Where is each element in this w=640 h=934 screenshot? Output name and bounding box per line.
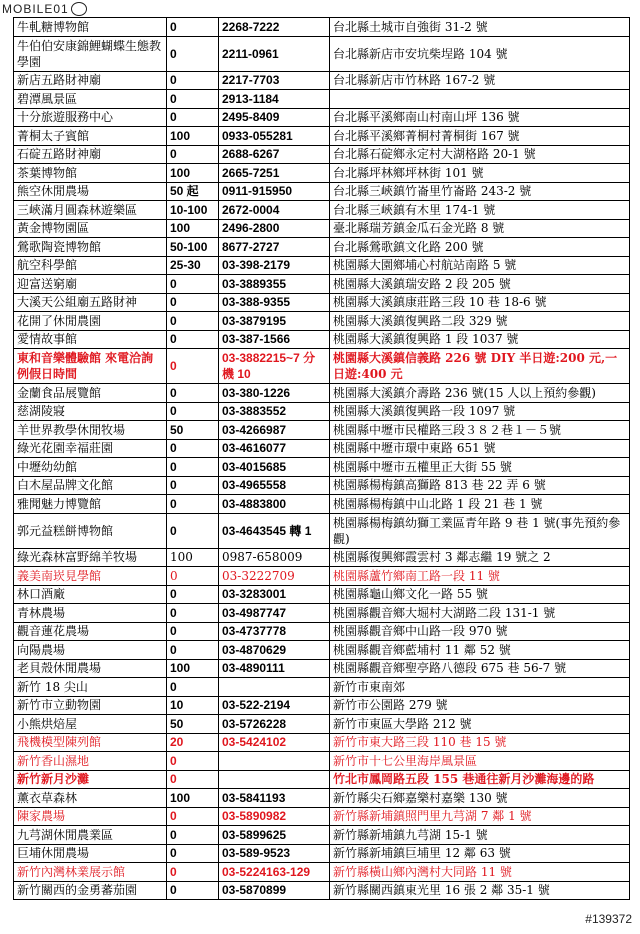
address-cell: 新竹市公園路 279 號 — [330, 696, 630, 715]
attraction-name-cell: 三峽滿月圓森林遊樂區 — [14, 201, 167, 220]
attraction-name-cell: 慈湖陵寢 — [14, 402, 167, 421]
fee-cell: 0 — [167, 476, 219, 495]
table-row — [14, 402, 630, 421]
phone-cell: 2496-2800 — [219, 219, 330, 238]
table-row — [14, 476, 630, 495]
fee-cell: 25-30 — [167, 256, 219, 275]
table-row — [14, 659, 630, 678]
address-cell: 桃園縣復興鄉霞雲村 3 鄰志繼 19 號之 2 — [330, 548, 630, 567]
address-cell — [330, 90, 630, 109]
phone-cell: 03-387-1566 — [219, 330, 330, 349]
table-row — [14, 548, 630, 567]
attraction-name-cell: 東和音樂體驗館 來電洽詢例假日時間 — [14, 349, 167, 384]
phone-cell: 03-5890982 — [219, 807, 330, 826]
phone-cell — [219, 752, 330, 771]
table-row — [14, 256, 630, 275]
address-cell: 桃園縣大園鄉埔心村航站南路 5 號 — [330, 256, 630, 275]
table-row — [14, 275, 630, 294]
attraction-name-cell: 老貝殼休閒農場 — [14, 659, 167, 678]
fee-cell: 0 — [167, 108, 219, 127]
address-cell: 台北縣鶯歌鎮文化路 200 號 — [330, 238, 630, 257]
address-cell: 台北縣新店市安坑柴埕路 104 號 — [330, 36, 630, 71]
phone-cell: 03-4965558 — [219, 476, 330, 495]
phone-cell: 0987-658009 — [219, 548, 330, 567]
attraction-name-cell: 金蘭食品展覽館 — [14, 384, 167, 403]
fee-cell: 0 — [167, 844, 219, 863]
address-cell: 桃園縣楊梅鎮幼獅工業區青年路 9 巷 1 號(事先預約參觀) — [330, 513, 630, 548]
address-cell: 桃園縣中壢市五權里正大街 55 號 — [330, 458, 630, 477]
table-row — [14, 219, 630, 238]
phone-cell: 03-4883800 — [219, 495, 330, 514]
phone-cell: 03-5726228 — [219, 715, 330, 734]
fee-cell: 0 — [167, 275, 219, 294]
attraction-name-cell: 鶯歌陶瓷博物館 — [14, 238, 167, 257]
attraction-name-cell: 新竹關西的金勇蕃茄園 — [14, 881, 167, 900]
table-row — [14, 881, 630, 900]
fee-cell: 0 — [167, 604, 219, 623]
address-cell: 桃園縣楊梅鎮高獅路 813 巷 22 弄 6 號 — [330, 476, 630, 495]
phone-cell: 2913-1184 — [219, 90, 330, 109]
phone-cell: 03-589-9523 — [219, 844, 330, 863]
attraction-name-cell: 林口酒廠 — [14, 585, 167, 604]
address-cell: 台北縣新店市竹林路 167-2 號 — [330, 71, 630, 90]
address-cell: 竹北市鳳岡路五段 155 巷通往新月沙灘海邊的路 — [330, 770, 630, 789]
fee-cell: 0 — [167, 495, 219, 514]
address-cell: 新竹縣尖石鄉嘉樂村嘉樂 130 號 — [330, 789, 630, 808]
address-cell: 桃園縣大溪鎮復興路 1 段 1037 號 — [330, 330, 630, 349]
fee-cell: 100 — [167, 219, 219, 238]
fee-cell: 0 — [167, 752, 219, 771]
attraction-name-cell: 茶葉博物館 — [14, 164, 167, 183]
attraction-name-cell: 黃金博物園區 — [14, 219, 167, 238]
table-row — [14, 585, 630, 604]
phone-cell: 2217-7703 — [219, 71, 330, 90]
fee-cell: 0 — [167, 293, 219, 312]
address-cell: 桃園縣中壢市環中東路 651 號 — [330, 439, 630, 458]
table-row — [14, 770, 630, 789]
attraction-name-cell: 青林農場 — [14, 604, 167, 623]
attraction-name-cell: 十分旅遊服務中心 — [14, 108, 167, 127]
attraction-name-cell: 綠光森林富野綿羊牧場 — [14, 548, 167, 567]
address-cell: 桃園縣楊梅鎮中山北路 1 段 21 巷 1 號 — [330, 495, 630, 514]
attraction-name-cell: 中壢幼幼館 — [14, 458, 167, 477]
phone-cell: 2672-0004 — [219, 201, 330, 220]
phone-cell: 2268-7222 — [219, 18, 330, 37]
fee-cell: 50 — [167, 421, 219, 440]
table-row — [14, 789, 630, 808]
fee-cell: 0 — [167, 458, 219, 477]
fee-cell: 100 — [167, 127, 219, 146]
phone-cell: 03-5424102 — [219, 733, 330, 752]
fee-cell: 20 — [167, 733, 219, 752]
fee-cell: 100 — [167, 164, 219, 183]
phone-cell: 2211-0961 — [219, 36, 330, 71]
phone-cell: 03-4266987 — [219, 421, 330, 440]
address-cell: 新竹縣新埔鎮巨埔里 12 鄰 63 號 — [330, 844, 630, 863]
attraction-name-cell: 新竹 18 尖山 — [14, 678, 167, 697]
attraction-name-cell: 觀音蓮花農場 — [14, 622, 167, 641]
attraction-name-cell: 新竹香山濕地 — [14, 752, 167, 771]
table-row — [14, 863, 630, 882]
table-row — [14, 495, 630, 514]
fee-cell: 50 起 — [167, 182, 219, 201]
table-row — [14, 145, 630, 164]
table-row — [14, 18, 630, 37]
site-logo — [2, 1, 87, 17]
phone-cell: 03-3882215~7 分機 10 — [219, 349, 330, 384]
attraction-name-cell: 巨埔休閒農場 — [14, 844, 167, 863]
table-row — [14, 513, 630, 548]
table-row — [14, 696, 630, 715]
table-row — [14, 349, 630, 384]
attraction-name-cell: 碧潭風景區 — [14, 90, 167, 109]
fee-cell: 0 — [167, 863, 219, 882]
fee-cell: 10 — [167, 696, 219, 715]
table-row — [14, 164, 630, 183]
attraction-name-cell: 航空科學館 — [14, 256, 167, 275]
fee-cell: 0 — [167, 678, 219, 697]
address-cell: 桃園縣中壢市民權路三段３８２巷１－５號 — [330, 421, 630, 440]
address-cell: 台北縣石碇鄉永定村大湖格路 20-1 號 — [330, 145, 630, 164]
address-cell: 台北縣三峽鎮有木里 174-1 號 — [330, 201, 630, 220]
fee-cell: 0 — [167, 312, 219, 331]
attraction-name-cell: 花開了休閒農園 — [14, 312, 167, 331]
logo-text: MOBILE01 — [2, 2, 69, 16]
fee-cell: 0 — [167, 881, 219, 900]
fee-cell: 0 — [167, 384, 219, 403]
address-cell: 新竹縣橫山鄉內灣村大同路 11 號 — [330, 863, 630, 882]
phone-cell: 03-5899625 — [219, 826, 330, 845]
table-row — [14, 293, 630, 312]
table-row — [14, 641, 630, 660]
address-cell: 桃園縣觀音鄉中山路一段 970 號 — [330, 622, 630, 641]
fee-cell: 0 — [167, 90, 219, 109]
table-row — [14, 108, 630, 127]
attraction-name-cell: 大溪天公組廟五路財神 — [14, 293, 167, 312]
phone-cell: 03-5870899 — [219, 881, 330, 900]
address-cell: 桃園縣觀音鄉藍埔村 11 鄰 52 號 — [330, 641, 630, 660]
address-cell: 台北縣土城市自強街 31-2 號 — [330, 18, 630, 37]
phone-cell: 03-3889355 — [219, 275, 330, 294]
phone-cell: 03-4616077 — [219, 439, 330, 458]
address-cell: 台北縣平溪鄉南山村南山坪 136 號 — [330, 108, 630, 127]
phone-cell: 03-398-2179 — [219, 256, 330, 275]
table-row — [14, 384, 630, 403]
address-cell: 桃園縣大溪鎮復興路二段 329 號 — [330, 312, 630, 331]
address-cell: 新竹市東南郊 — [330, 678, 630, 697]
phone-cell: 0911-915950 — [219, 182, 330, 201]
address-cell: 臺北縣瑞芳鎮金瓜石金光路 8 號 — [330, 219, 630, 238]
phone-cell: 2688-6267 — [219, 145, 330, 164]
phone-cell: 03-3283001 — [219, 585, 330, 604]
attractions-table — [13, 17, 630, 900]
table-row — [14, 71, 630, 90]
attraction-name-cell: 新店五路財神廟 — [14, 71, 167, 90]
fee-cell: 0 — [167, 622, 219, 641]
table-row — [14, 439, 630, 458]
fee-cell: 0 — [167, 567, 219, 586]
address-cell: 桃園縣大溪鎮介壽路 236 號(15 人以上預約參觀) — [330, 384, 630, 403]
address-cell: 桃園縣觀音鄉聖亭路八德段 675 巷 56-7 號 — [330, 659, 630, 678]
attraction-name-cell: 綠光花園幸福莊園 — [14, 439, 167, 458]
attraction-name-cell: 飛機模型陳列館 — [14, 733, 167, 752]
attraction-name-cell: 小熊烘焙屋 — [14, 715, 167, 734]
phone-cell: 0933-055281 — [219, 127, 330, 146]
table-row — [14, 182, 630, 201]
phone-cell — [219, 770, 330, 789]
address-cell: 新竹縣新埔鎮九芎湖 15-1 號 — [330, 826, 630, 845]
phone-cell: 03-3879195 — [219, 312, 330, 331]
phone-cell: 03-5224163-129 — [219, 863, 330, 882]
attraction-name-cell: 石碇五路財神廟 — [14, 145, 167, 164]
phone-cell: 8677-2727 — [219, 238, 330, 257]
fee-cell: 0 — [167, 71, 219, 90]
table-row — [14, 733, 630, 752]
phone-cell: 03-4870629 — [219, 641, 330, 660]
fee-cell: 0 — [167, 145, 219, 164]
table-row — [14, 807, 630, 826]
phone-cell: 03-4643545 轉 1 — [219, 513, 330, 548]
fee-cell: 0 — [167, 513, 219, 548]
fee-cell: 10-100 — [167, 201, 219, 220]
table-row — [14, 312, 630, 331]
fee-cell: 100 — [167, 548, 219, 567]
attraction-name-cell: 薰衣草森林 — [14, 789, 167, 808]
address-cell: 桃園縣大溪鎮復興路一段 1097 號 — [330, 402, 630, 421]
address-cell: 新竹市東大路三段 110 巷 15 號 — [330, 733, 630, 752]
fee-cell: 0 — [167, 770, 219, 789]
address-cell: 桃園縣龜山鄉文化一路 55 號 — [330, 585, 630, 604]
table-row — [14, 678, 630, 697]
address-cell: 新竹縣新埔鎮照門里九芎湖 7 鄰 1 號 — [330, 807, 630, 826]
phone-cell: 2665-7251 — [219, 164, 330, 183]
fee-cell: 50 — [167, 715, 219, 734]
attraction-name-cell: 雅聞魅力博覽館 — [14, 495, 167, 514]
address-cell: 桃園縣大溪鎮瑞安路 2 段 205 號 — [330, 275, 630, 294]
table-row — [14, 567, 630, 586]
table-row — [14, 127, 630, 146]
table-row — [14, 90, 630, 109]
phone-cell — [219, 678, 330, 697]
phone-cell: 03-3222709 — [219, 567, 330, 586]
address-cell: 桃園縣觀音鄉大堀村大湖路二段 131-1 號 — [330, 604, 630, 623]
fee-cell: 0 — [167, 585, 219, 604]
address-cell: 新竹市東區大學路 212 號 — [330, 715, 630, 734]
attraction-name-cell: 九芎湖休閒農業區 — [14, 826, 167, 845]
fee-cell: 0 — [167, 330, 219, 349]
fee-cell: 0 — [167, 439, 219, 458]
fee-cell: 0 — [167, 826, 219, 845]
watermark-id: #139372 — [585, 912, 632, 926]
attraction-name-cell: 向陽農場 — [14, 641, 167, 660]
address-cell: 桃園縣大溪鎮信義路 226 號 DIY 半日遊:200 元,一日遊:400 元 — [330, 349, 630, 384]
attraction-name-cell: 義美南崁見學館 — [14, 567, 167, 586]
logo-circle-icon — [71, 2, 87, 16]
attraction-name-cell: 新竹新月沙灘 — [14, 770, 167, 789]
address-cell: 新竹縣關西鎮東光里 16 張 2 鄰 35-1 號 — [330, 881, 630, 900]
attraction-name-cell: 牛軋糖博物館 — [14, 18, 167, 37]
attraction-name-cell: 白木屋品牌文化館 — [14, 476, 167, 495]
table-row — [14, 238, 630, 257]
phone-cell: 03-4987747 — [219, 604, 330, 623]
attraction-name-cell: 新竹內灣林業展示館 — [14, 863, 167, 882]
table-row — [14, 844, 630, 863]
attraction-name-cell: 陳家農場 — [14, 807, 167, 826]
table-row — [14, 752, 630, 771]
fee-cell: 0 — [167, 402, 219, 421]
phone-cell: 03-380-1226 — [219, 384, 330, 403]
address-cell: 桃園縣大溪鎮康莊路三段 10 巷 18-6 號 — [330, 293, 630, 312]
phone-cell: 03-5841193 — [219, 789, 330, 808]
phone-cell: 2495-8409 — [219, 108, 330, 127]
attractions-table-body — [14, 18, 630, 900]
fee-cell: 0 — [167, 349, 219, 384]
fee-cell: 100 — [167, 659, 219, 678]
address-cell: 台北縣三峽鎮竹崙里竹崙路 243-2 號 — [330, 182, 630, 201]
address-cell: 桃園縣蘆竹鄉南工路一段 11 號 — [330, 567, 630, 586]
attraction-name-cell: 熊空休閒農場 — [14, 182, 167, 201]
phone-cell: 03-3883552 — [219, 402, 330, 421]
phone-cell: 03-4015685 — [219, 458, 330, 477]
table-row — [14, 826, 630, 845]
attraction-name-cell: 新竹市立動物園 — [14, 696, 167, 715]
fee-cell: 0 — [167, 18, 219, 37]
phone-cell: 03-388-9355 — [219, 293, 330, 312]
attraction-name-cell: 愛情故事館 — [14, 330, 167, 349]
table-row — [14, 604, 630, 623]
table-row — [14, 715, 630, 734]
table-row — [14, 622, 630, 641]
phone-cell: 03-4890111 — [219, 659, 330, 678]
address-cell: 台北縣坪林鄉坪林街 101 號 — [330, 164, 630, 183]
attraction-name-cell: 迎富送窮廟 — [14, 275, 167, 294]
phone-cell: 03-4737778 — [219, 622, 330, 641]
table-row — [14, 36, 630, 71]
table-row — [14, 458, 630, 477]
fee-cell: 0 — [167, 807, 219, 826]
attraction-name-cell: 菁桐太子賓館 — [14, 127, 167, 146]
attraction-name-cell: 羊世界教學休閒牧場 — [14, 421, 167, 440]
attraction-name-cell: 郭元益糕餅博物館 — [14, 513, 167, 548]
fee-cell: 0 — [167, 36, 219, 71]
phone-cell: 03-522-2194 — [219, 696, 330, 715]
table-row — [14, 201, 630, 220]
attraction-name-cell: 牛伯伯安康錦鯉蝴蝶生態教學園 — [14, 36, 167, 71]
fee-cell: 0 — [167, 641, 219, 660]
table-row — [14, 421, 630, 440]
fee-cell: 100 — [167, 789, 219, 808]
fee-cell: 50-100 — [167, 238, 219, 257]
table-row — [14, 330, 630, 349]
address-cell: 台北縣平溪鄉菁桐村菁桐街 167 號 — [330, 127, 630, 146]
address-cell: 新竹市十七公里海岸風景區 — [330, 752, 630, 771]
